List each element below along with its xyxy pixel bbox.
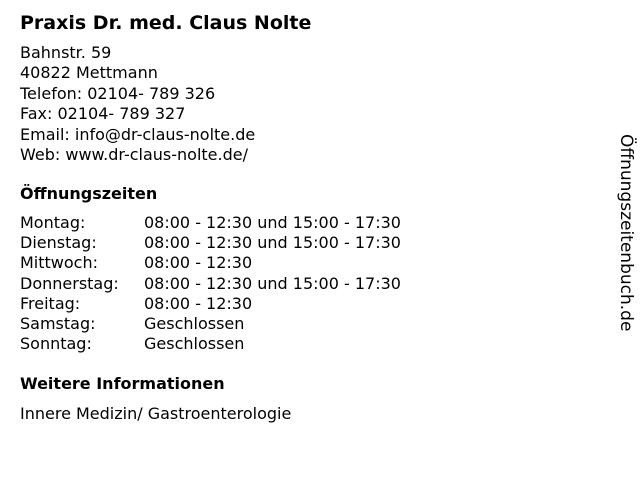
day-label: Mittwoch: bbox=[20, 253, 98, 273]
time-value: 08:00 - 12:30 bbox=[144, 293, 253, 313]
day-label: Dienstag: bbox=[20, 233, 97, 253]
website-address: Web: www.dr-claus-nolte.de/ bbox=[20, 144, 248, 164]
street-address: Bahnstr. 59 bbox=[20, 43, 112, 62]
day-label: Samstag: bbox=[20, 313, 96, 333]
time-value: 08:00 - 12:30 und 15:00 - 17:30 bbox=[144, 273, 401, 293]
phone-number: Telefon: 02104- 789 326 bbox=[20, 83, 216, 103]
day-label: Donnerstag: bbox=[20, 273, 119, 293]
city-postal: 40822 Mettmann bbox=[20, 63, 158, 83]
contact-block bbox=[20, 43, 255, 165]
day-label: Montag: bbox=[20, 213, 86, 232]
time-value: 08:00 - 12:30 und 15:00 - 17:30 bbox=[144, 213, 401, 232]
day-label: Sonntag: bbox=[20, 334, 92, 354]
practice-name: Praxis Dr. med. Claus Nolte bbox=[20, 12, 312, 34]
fax-number: Fax: 02104- 789 327 bbox=[20, 104, 186, 124]
day-label: Freitag: bbox=[20, 293, 81, 313]
time-value: 08:00 - 12:30 bbox=[144, 253, 253, 273]
email-address: Email: info@dr-claus-nolte.de bbox=[20, 124, 256, 144]
time-value: 08:00 - 12:30 und 15:00 - 17:30 bbox=[144, 233, 401, 253]
time-value: Geschlossen bbox=[144, 313, 245, 333]
opening-hours-heading: Öffnungszeiten bbox=[20, 184, 158, 203]
site-brand-vertical: Öffnungszeitenbuch.de bbox=[616, 134, 636, 332]
further-info-heading: Weitere Informationen bbox=[20, 374, 225, 393]
time-value: Geschlossen bbox=[144, 334, 245, 354]
specialty-text: Innere Medizin/ Gastroenterologie bbox=[20, 404, 292, 423]
